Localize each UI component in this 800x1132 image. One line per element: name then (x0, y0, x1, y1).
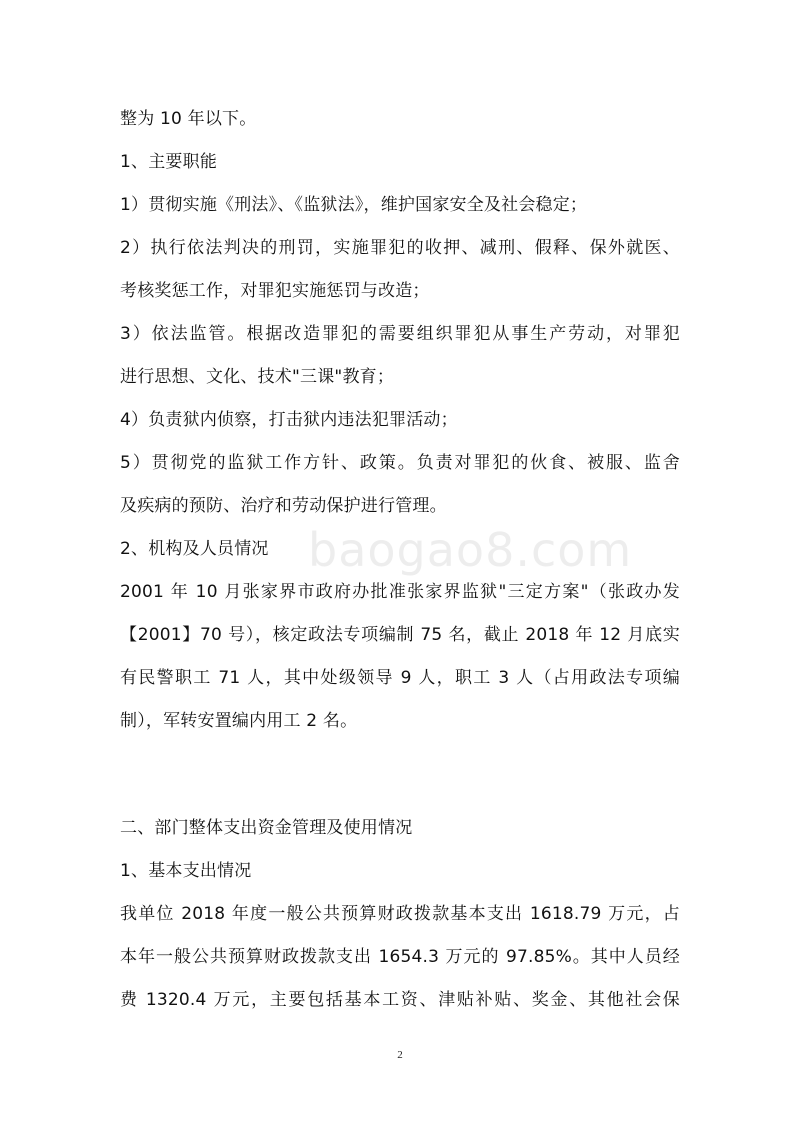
body-line-7: 进行思想、文化、技术"三课"教育； (120, 367, 395, 387)
body-line-19: 本年一般公共预算财政拨款支出 1654.3 万元的 97.85%。其中人员经 (120, 947, 680, 967)
body-line-14: 有民警职工 71 人，其中处级领导 9 人，职工 3 人（占用政法专项编 (120, 668, 680, 688)
body-line-15: 制），军转安置编内用工 2 名。 (120, 711, 358, 731)
body-line-1: 整为 10 年以下。 (120, 109, 257, 129)
body-line-3: 1）贯彻实施《刑法》、《监狱法》，维护国家安全及社会稳定； (120, 195, 588, 215)
body-line-6: 3）依法监管。根据改造罪犯的需要组织罪犯从事生产劳动，对罪犯 (120, 324, 680, 344)
section-heading-main-functions: 1、主要职能 (120, 152, 218, 172)
body-line-8: 4）负责狱内侦察，打击狱内违法犯罪活动； (120, 410, 458, 430)
section-heading-expenditure: 二、部门整体支出资金管理及使用情况 (120, 818, 413, 838)
section-heading-organization: 2、机构及人员情况 (120, 539, 269, 559)
body-line-18: 我单位 2018 年度一般公共预算财政拨款基本支出 1618.79 万元，占 (120, 904, 680, 924)
body-line-13: 【2001】70 号），核定政法专项编制 75 名，截止 2018 年 12 月底实 (120, 625, 680, 645)
body-line-4: 2）执行依法判决的刑罚，实施罪犯的收押、减刑、假释、保外就医、 (120, 238, 680, 258)
page-number: 2 (397, 1049, 403, 1061)
body-line-9: 5）贯彻党的监狱工作方针、政策。负责对罪犯的伙食、被服、监舍 (120, 453, 680, 473)
body-line-5: 考核奖惩工作，对罪犯实施惩罚与改造； (120, 281, 430, 301)
body-line-12: 2001 年 10 月张家界市政府办批准张家界监狱"三定方案"（张政办发 (120, 582, 680, 602)
body-line-20: 费 1320.4 万元，主要包括基本工资、津贴补贴、奖金、其他社会保 (120, 990, 680, 1010)
subsection-heading-basic-expenditure: 1、基本支出情况 (120, 861, 252, 881)
watermark: baogao8.com (308, 523, 633, 577)
body-line-10: 及疾病的预防、治疗和劳动保护进行管理。 (120, 496, 447, 516)
